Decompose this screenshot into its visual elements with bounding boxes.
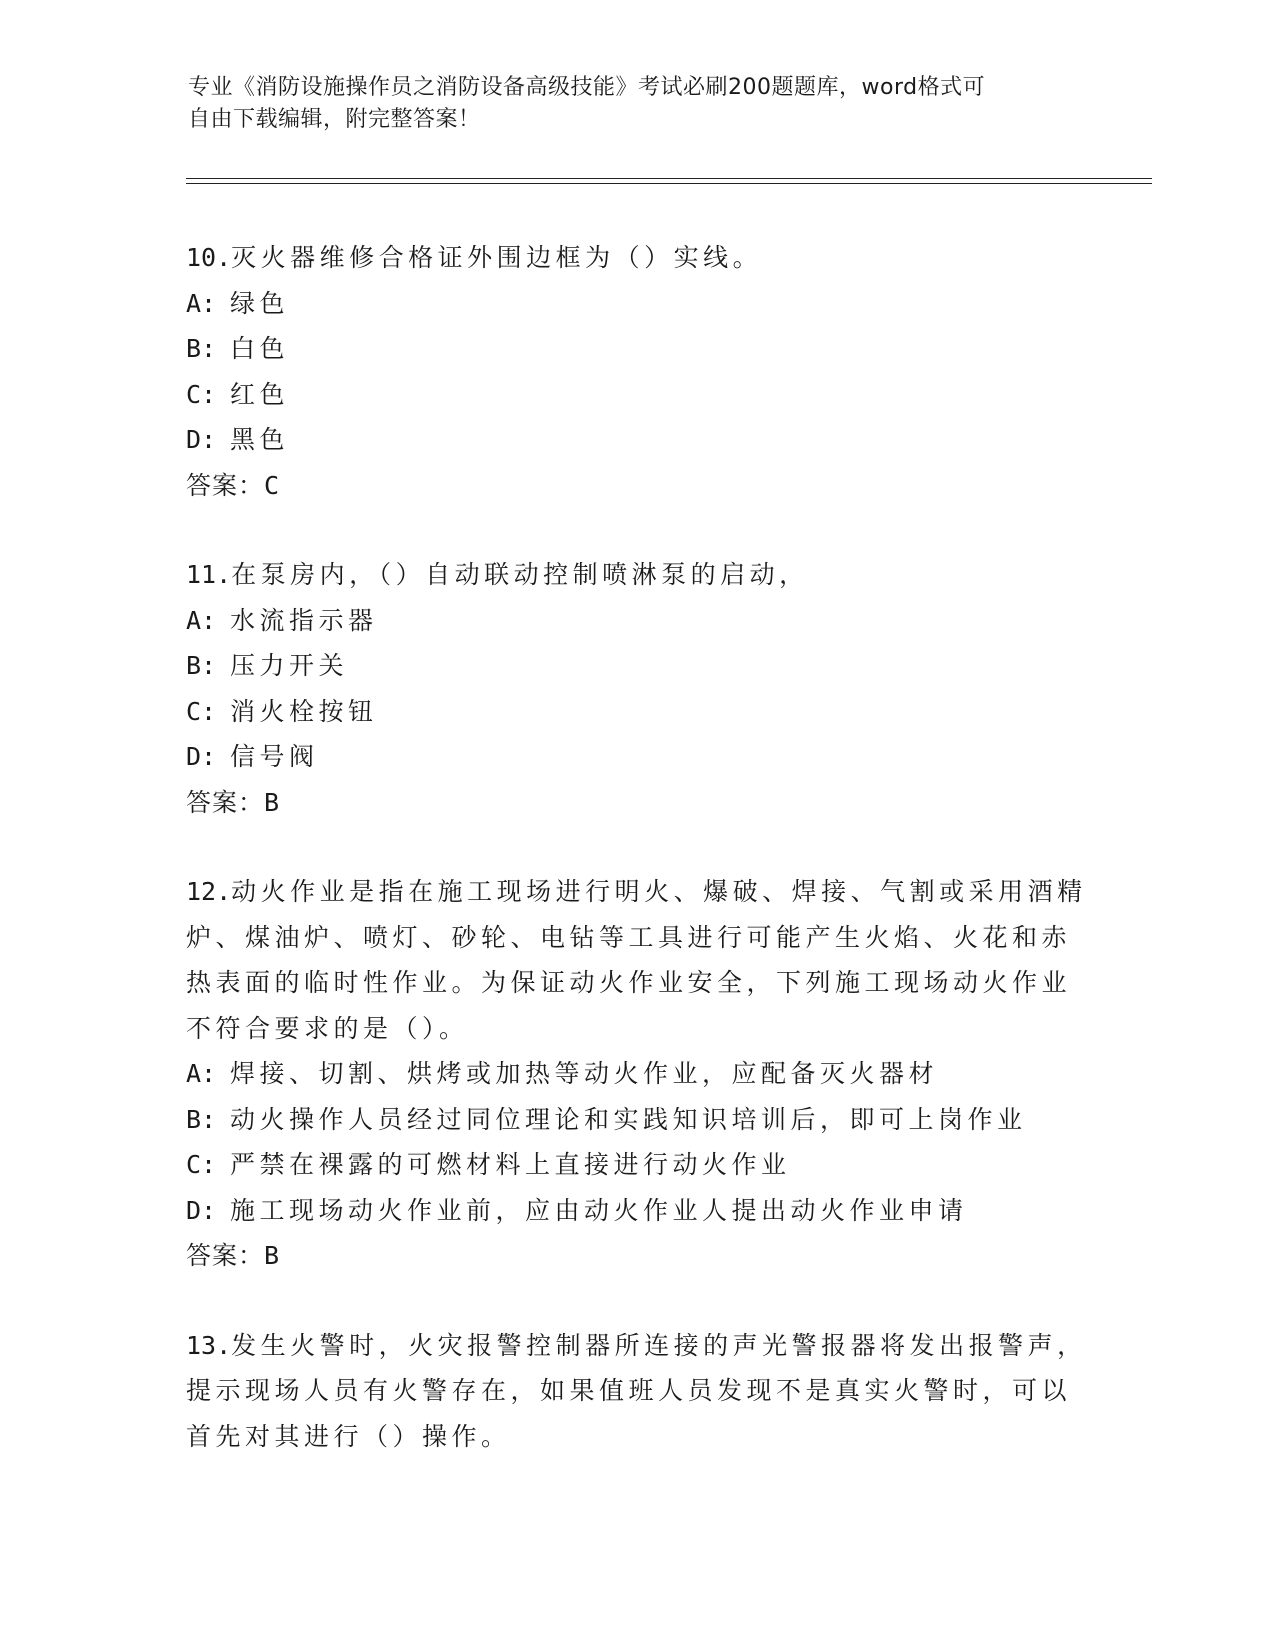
question-number: 13.	[186, 1330, 232, 1360]
question-stem-line	[186, 869, 1086, 915]
option-b	[186, 326, 1086, 372]
option-key: A:	[186, 288, 217, 318]
question-11	[186, 552, 1086, 825]
option-a	[186, 598, 1086, 644]
option-text: 信号阀	[230, 742, 319, 771]
option-d	[186, 734, 1086, 780]
option-text: 压力开关	[230, 651, 349, 680]
option-a	[186, 281, 1086, 327]
option-key: B:	[186, 651, 217, 680]
option-c	[186, 689, 1086, 735]
document-header	[188, 72, 1088, 136]
option-key: C:	[186, 1150, 217, 1179]
question-12	[186, 869, 1086, 1279]
question-stem-line	[186, 552, 1086, 598]
option-text: 严禁在裸露的可燃材料上直接进行动火作业	[230, 1150, 791, 1179]
question-stem-line	[186, 235, 1086, 281]
option-b	[186, 643, 1086, 689]
option-key: B:	[186, 334, 217, 363]
header-divider-top	[186, 178, 1152, 179]
option-key: C:	[186, 696, 217, 726]
question-number: 10.	[186, 243, 232, 272]
question-stem-line: 热表面的临时性作业。为保证动火作业安全，下列施工现场动火作业	[186, 968, 1072, 997]
answer-line	[186, 1233, 1086, 1279]
question-stem-text: 灭火器维修合格证外围边框为（）实线。	[231, 243, 763, 272]
option-d	[186, 1188, 1086, 1234]
answer-label: 答案：	[186, 470, 265, 500]
option-text: 施工现场动火作业前，应由动火作业人提出动火作业申请	[230, 1195, 968, 1225]
option-key: A:	[186, 605, 217, 635]
option-text: 消火栓按钮	[230, 696, 378, 726]
option-text: 绿色	[230, 288, 290, 318]
answer-label: 答案：	[186, 1241, 265, 1270]
question-stem-line: 提示现场人员有火警存在，如果值班人员发现不是真实火警时，可以	[186, 1376, 1072, 1405]
option-text: 红色	[230, 379, 290, 409]
option-text: 动火操作人员经过同位理论和实践知识培训后，即可上岗作业	[230, 1104, 1027, 1134]
question-stem-text: 动火作业是指在施工现场进行明火、爆破、焊接、气割或采用酒精	[231, 877, 1087, 906]
option-key: D:	[186, 742, 217, 771]
header-line-1: 专业《消防设施操作员之消防设备高级技能》考试必刷200题题库，word格式可	[188, 75, 986, 100]
question-stem-text: 在泵房内，（）自动联动控制喷淋泵的启动，	[231, 560, 809, 589]
answer-line	[186, 463, 1086, 509]
option-c	[186, 1142, 1086, 1188]
option-text: 黑色	[230, 425, 290, 454]
question-13	[186, 1323, 1086, 1460]
question-stem-line	[186, 1323, 1086, 1369]
answer-value: B	[264, 1241, 281, 1270]
question-stem-line: 首先对其进行（）操作。	[186, 1421, 511, 1451]
option-a	[186, 1051, 1086, 1097]
option-b	[186, 1097, 1086, 1143]
option-text: 白色	[230, 334, 290, 363]
option-d	[186, 417, 1086, 463]
question-list	[186, 235, 1086, 1503]
question-number: 12.	[186, 877, 232, 906]
question-10	[186, 235, 1086, 508]
option-key: D:	[186, 1195, 217, 1225]
question-stem-line: 不符合要求的是（）。	[186, 1013, 469, 1043]
header-divider-bottom	[186, 183, 1152, 184]
question-stem-line: 炉、煤油炉、喷灯、砂轮、电钻等工具进行可能产生火焰、火花和赤	[186, 922, 1072, 952]
option-key: D:	[186, 425, 217, 454]
question-stem-text: 发生火警时，火灾报警控制器所连接的声光警报器将发出报警声，	[231, 1330, 1087, 1360]
option-key: B:	[186, 1104, 217, 1134]
header-line-2: 自由下载编辑，附完整答案！	[188, 107, 481, 132]
answer-line	[186, 780, 1086, 826]
option-c	[186, 372, 1086, 418]
option-key: A:	[186, 1059, 217, 1088]
question-number: 11.	[186, 560, 232, 589]
answer-value: B	[264, 787, 281, 817]
option-text: 水流指示器	[230, 605, 378, 635]
answer-value: C	[264, 470, 281, 500]
answer-label: 答案：	[186, 787, 265, 817]
option-text: 焊接、切割、烘烤或加热等动火作业，应配备灭火器材	[230, 1059, 939, 1088]
option-key: C:	[186, 379, 217, 409]
